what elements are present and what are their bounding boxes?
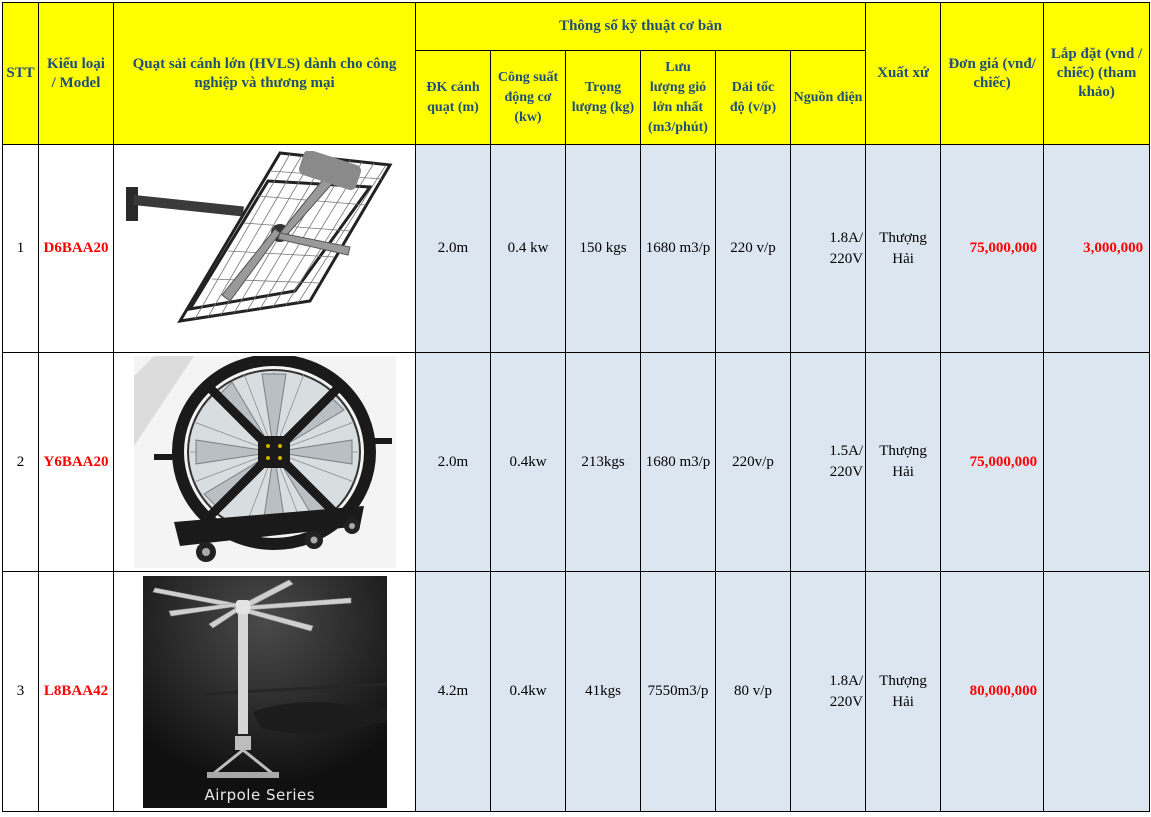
row-diameter: 2.0m [416,353,491,572]
row-power-source [791,145,866,353]
row-stt: 2 [3,353,39,572]
row-origin-line2: Hải [892,464,914,480]
row-motor-power: 0.4kw [491,353,566,572]
row-unit-price: 75,000,000 [941,145,1044,353]
row-origin [866,145,941,353]
fan-illustration-2 [134,356,396,568]
row-airflow: 7550m3/p [641,572,716,812]
row-power-source [791,353,866,572]
row-stt: 3 [3,572,39,812]
price-table [2,2,1150,812]
wall-mounted-caged-fan-image [114,145,416,353]
row-model: L8BAA42 [39,572,114,812]
row-installation [1044,353,1150,572]
row-power-amps: 1.8A/ [829,672,864,689]
header-diameter: ĐK cánh quạt (m) [416,51,491,145]
row-diameter: 4.2m [416,572,491,812]
row-power-volts: 220V [829,464,864,480]
row-origin-line1: Thượng [879,672,927,689]
row-installation: 3,000,000 [1044,145,1150,353]
row-power-amps: 1.8A/ [829,229,864,246]
row-origin [866,572,941,812]
row-speed: 80 v/p [716,572,791,812]
row-unit-price: 80,000,000 [941,572,1044,812]
header-description: Quạt sải cánh lớn (HVLS) dành cho công nghiệp và thương mại [114,3,416,145]
fan-illustration-3 [143,576,387,808]
row-origin-line1: Thượng [879,443,927,459]
row-motor-power: 0.4 kw [491,145,566,353]
header-motor-power: Công suất động cơ (kw) [491,51,566,145]
header-model: Kiểu loại / Model [39,3,114,145]
row-origin [866,353,941,572]
header-airflow: Lưu lượng gió lớn nhất (m3/phút) [641,51,716,145]
row-power-source [791,572,866,812]
row-origin-line2: Hải [892,250,914,267]
header-weight: Trọng lượng (kg) [566,51,641,145]
header-power-source: Nguồn điện [791,51,866,145]
row-power-volts: 220V [829,250,864,267]
header-speed: Dải tốc độ (v/p) [716,51,791,145]
row-weight: 213kgs [566,353,641,572]
table-row [3,572,1150,812]
row-stt: 1 [3,145,39,353]
mobile-drum-fan-image [114,353,416,572]
row-origin-line2: Hải [892,693,914,710]
image-caption: Airpole Series [204,785,316,804]
row-speed: 220v/p [716,353,791,572]
row-motor-power: 0.4kw [491,572,566,812]
row-speed: 220 v/p [716,145,791,353]
header-specs-group: Thông số kỹ thuật cơ bản [416,3,866,51]
pole-fan-image [114,572,416,812]
row-power-volts: 220V [829,693,864,710]
header-origin: Xuất xứ [866,3,941,145]
row-unit-price: 75,000,000 [941,353,1044,572]
header-installation: Lắp đặt (vnd / chiếc) (tham khảo) [1044,3,1150,145]
row-model: Y6BAA20 [39,353,114,572]
row-weight: 150 kgs [566,145,641,353]
row-diameter: 2.0m [416,145,491,353]
row-weight: 41kgs [566,572,641,812]
row-power-amps: 1.5A/ [829,443,864,459]
row-airflow: 1680 m3/p [641,353,716,572]
row-origin-line1: Thượng [879,229,927,246]
row-installation [1044,572,1150,812]
table-row [3,145,1150,353]
row-airflow: 1680 m3/p [641,145,716,353]
header-unit-price: Đơn giá (vnđ/ chiếc) [941,3,1044,145]
header-stt: STT [3,3,39,145]
table-row [3,353,1150,572]
fan-illustration-1 [120,151,410,347]
row-model: D6BAA20 [39,145,114,353]
